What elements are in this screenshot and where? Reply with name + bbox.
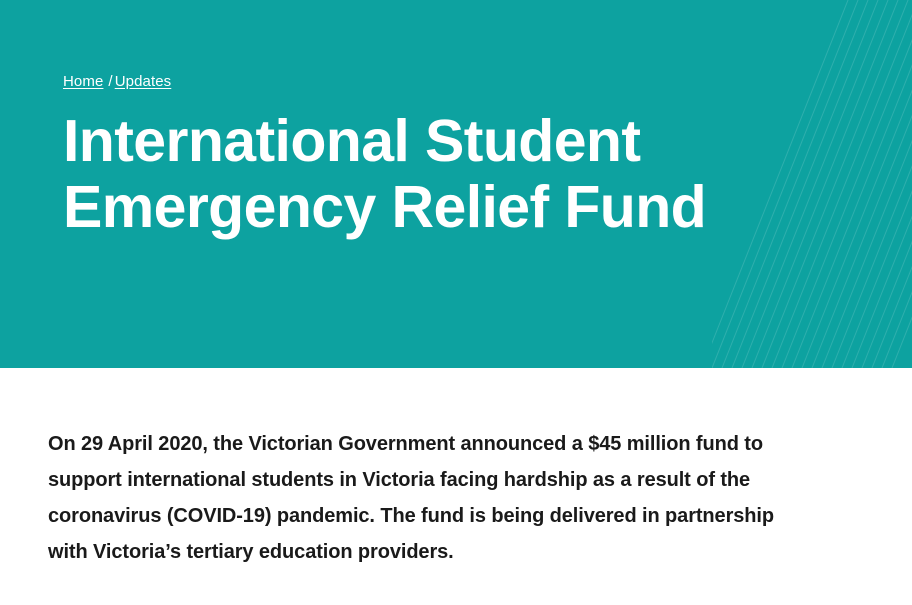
page-title: International Student Emergency Relief Fund: [63, 108, 707, 240]
main-content: [0, 368, 912, 570]
breadcrumb-item-updates[interactable]: Updates: [114, 73, 172, 90]
lead-paragraph: On 29 April 2020, the Victorian Government announced a $45 million fund to support international students in Victoria facing hardship as a result of the coronavirus (COVID-19) pandemic. The fund is being delivered in partnership with Victoria’s tertiary education providers.: [48, 433, 774, 563]
hero-content: [0, 0, 912, 240]
breadcrumb-separator: /: [108, 73, 113, 90]
breadcrumb-item-home[interactable]: Home: [63, 73, 104, 90]
breadcrumb: [63, 72, 912, 92]
